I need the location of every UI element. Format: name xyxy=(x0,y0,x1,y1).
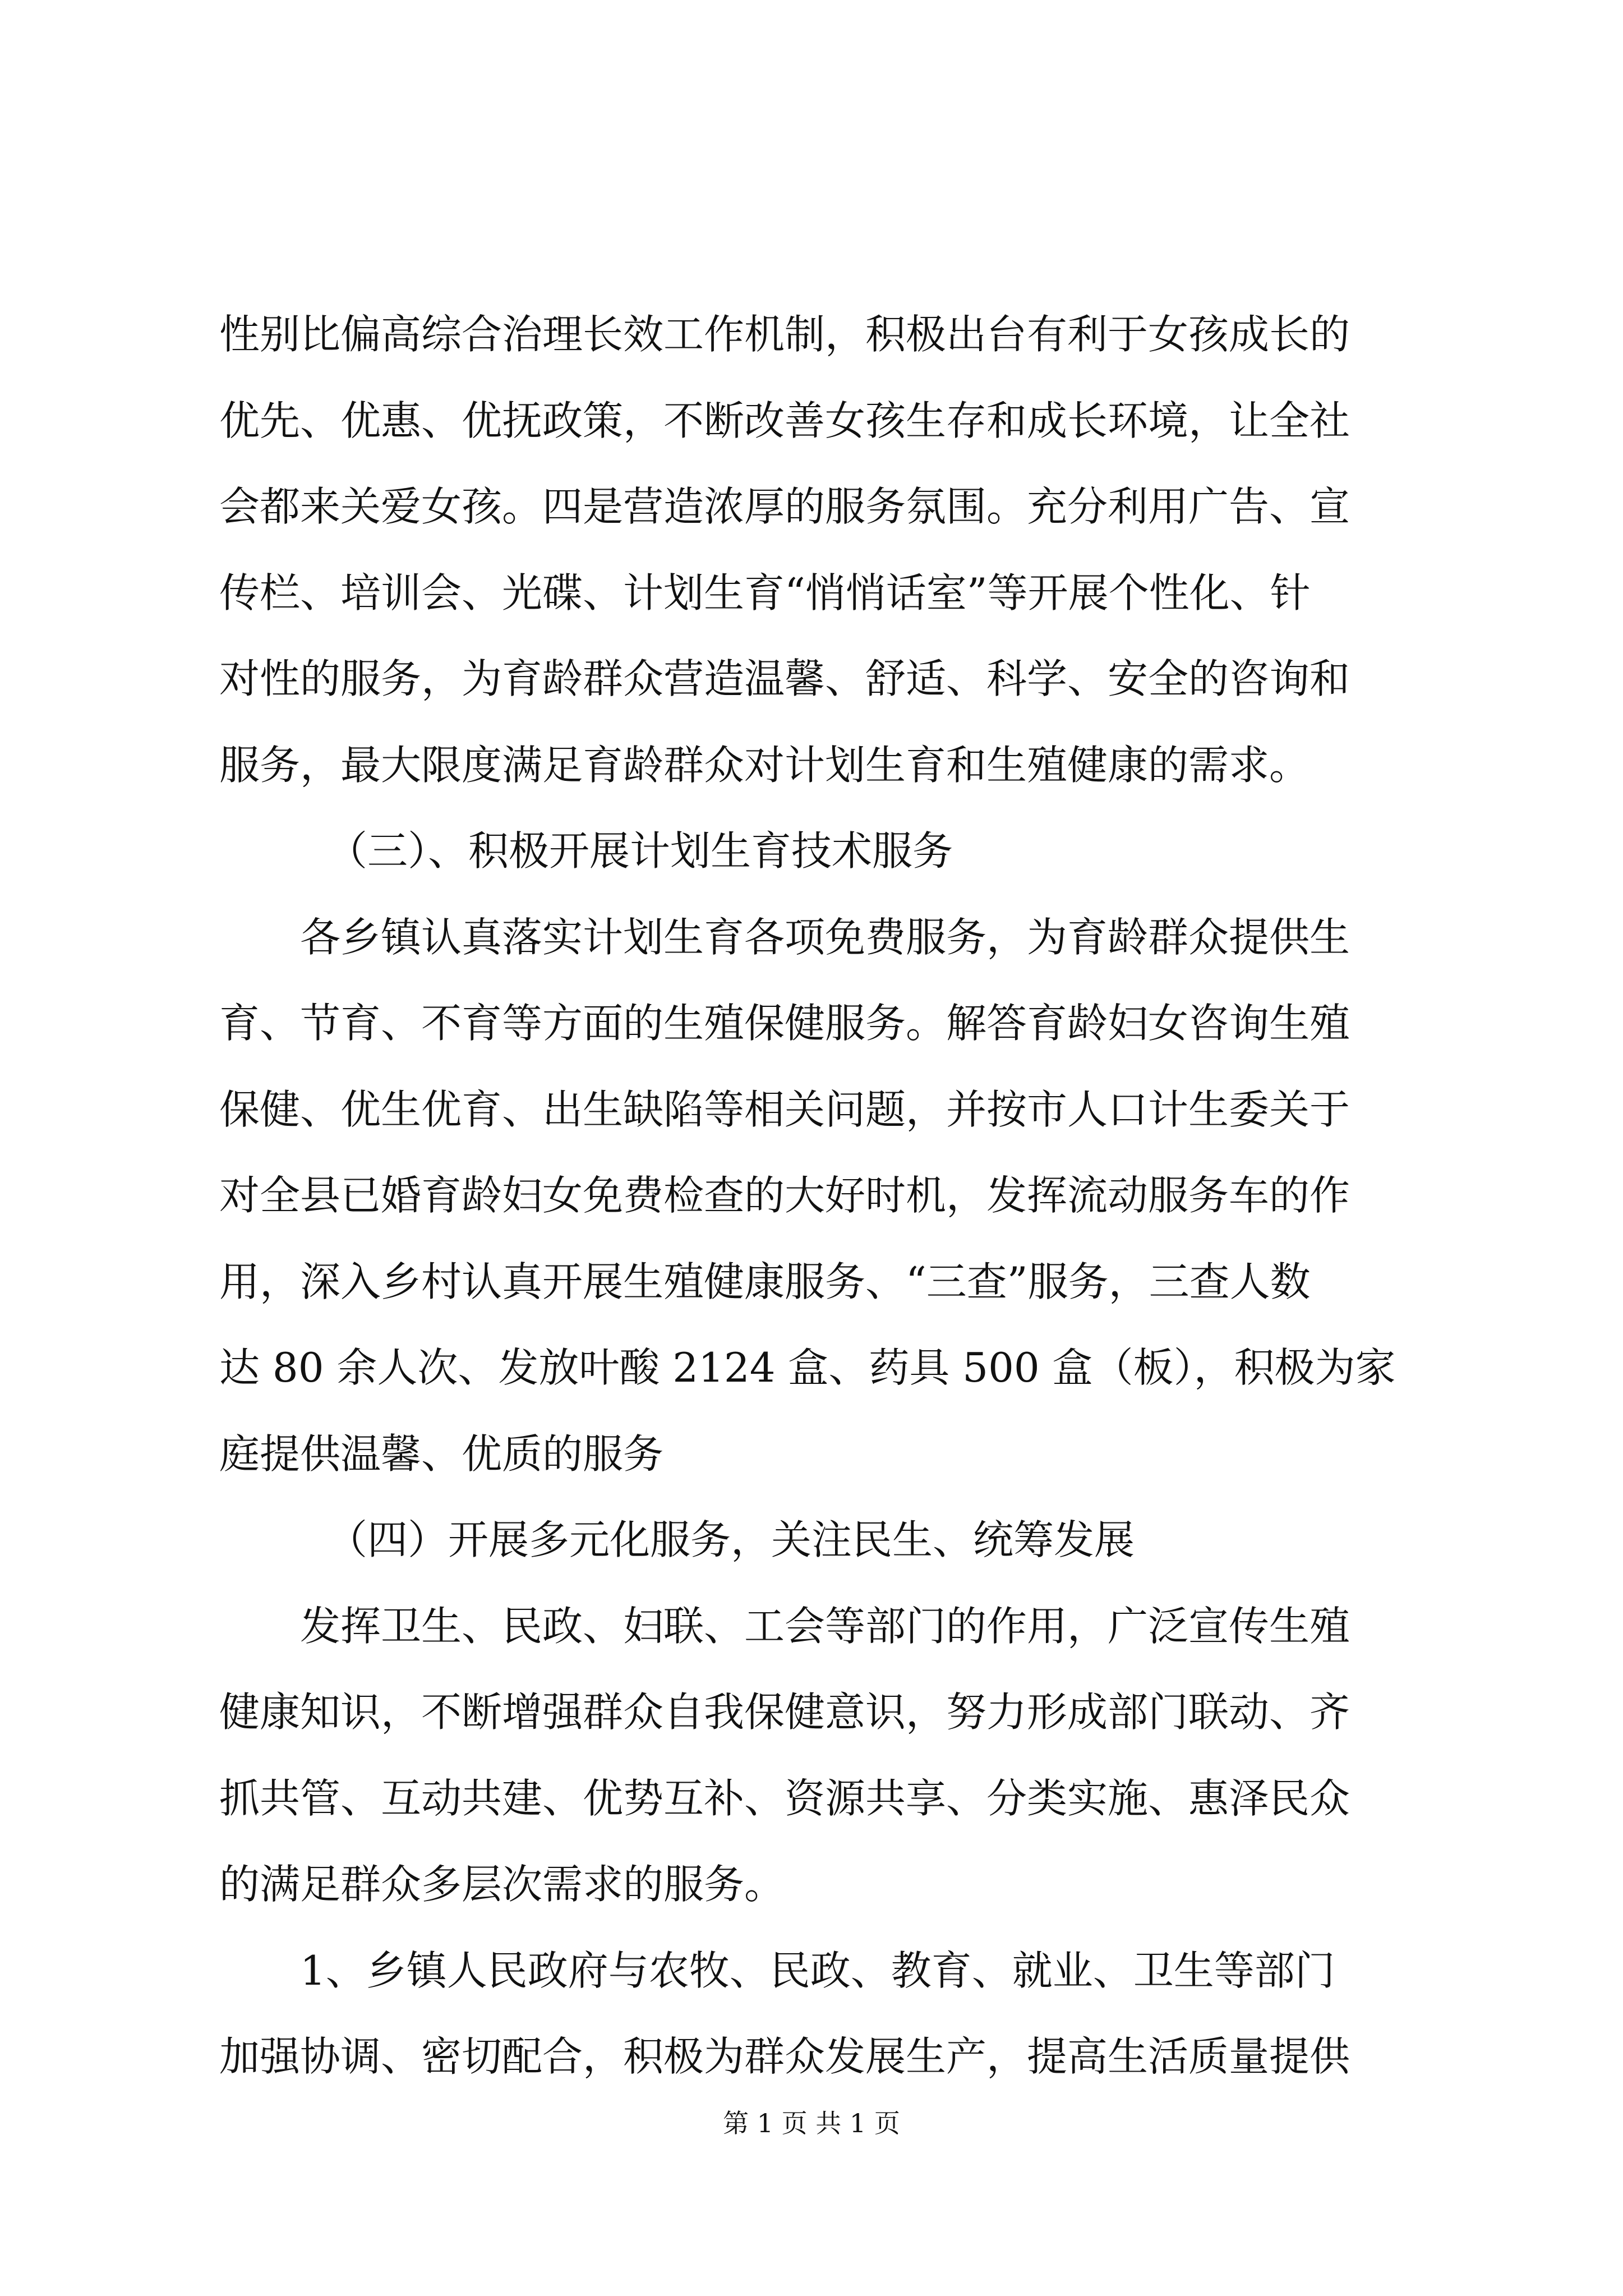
text-line: 对全县已婚育龄妇女免费检查的大好时机，发挥流动服务车的作 xyxy=(219,1172,1350,1219)
paragraph-first-line: 各乡镇认真落实计划生育各项免费服务，为育龄群众提供生 xyxy=(300,913,1350,961)
text-line: 传栏、培训会、光碟、计划生育“悄悄话室”等开展个性化、针 xyxy=(219,569,1311,616)
paragraph-first-line: 发挥卫生、民政、妇联、工会等部门的作用，广泛宣传生殖 xyxy=(300,1602,1350,1650)
text-line: 会都来关爱女孩。四是营造浓厚的服务氛围。充分利用广告、宣 xyxy=(219,483,1350,530)
document-body xyxy=(219,292,1419,2100)
text-line: 用，深入乡村认真开展生殖健康服务、“三查”服务，三查人数 xyxy=(219,1258,1311,1305)
text-line: 庭提供温馨、优质的服务 xyxy=(219,1430,664,1478)
text-line: 加强协调、密切配合，积极为群众发展生产，提高生活质量提供 xyxy=(219,2033,1350,2080)
text-line: 抓共管、互动共建、优势互补、资源共享、分类实施、惠泽民众 xyxy=(219,1774,1350,1822)
text-line: 对性的服务，为育龄群众营造温馨、舒适、科学、安全的咨询和 xyxy=(219,655,1350,702)
section-heading: （四）开展多元化服务，关注民生、统筹发展 xyxy=(327,1516,1135,1563)
text-line: 保健、优生优育、出生缺陷等相关问题，并按市人口计生委关于 xyxy=(219,1085,1350,1133)
text-line: 的满足群众多层次需求的服务。 xyxy=(219,1861,785,1908)
text-line: 优先、优惠、优抚政策，不断改善女孩生存和成长环境，让全社 xyxy=(219,397,1350,444)
text-line: 服务，最大限度满足育龄群众对计划生育和生殖健康的需求。 xyxy=(219,741,1310,789)
text-line: 健康知识，不断增强群众自我保健意识，努力形成部门联动、齐 xyxy=(219,1688,1350,1736)
section-heading: （三）、积极开展计划生育技术服务 xyxy=(327,827,953,875)
numbered-paragraph-first-line: 1、乡镇人民政府与农牧、民政、教育、就业、卫生等部门 xyxy=(300,1947,1335,1994)
page-footer: 第 1 页 共 1 页 xyxy=(723,2108,900,2138)
text-line: 性别比偏高综合治理长效工作机制，积极出台有利于女孩成长的 xyxy=(219,311,1350,358)
text-line: 育、节育、不育等方面的生殖保健服务。解答育龄妇女咨询生殖 xyxy=(219,1000,1350,1047)
text-line: 达 80 余人次、发放叶酸 2124 盒、药具 500 盒（板），积极为家 xyxy=(219,1344,1396,1391)
